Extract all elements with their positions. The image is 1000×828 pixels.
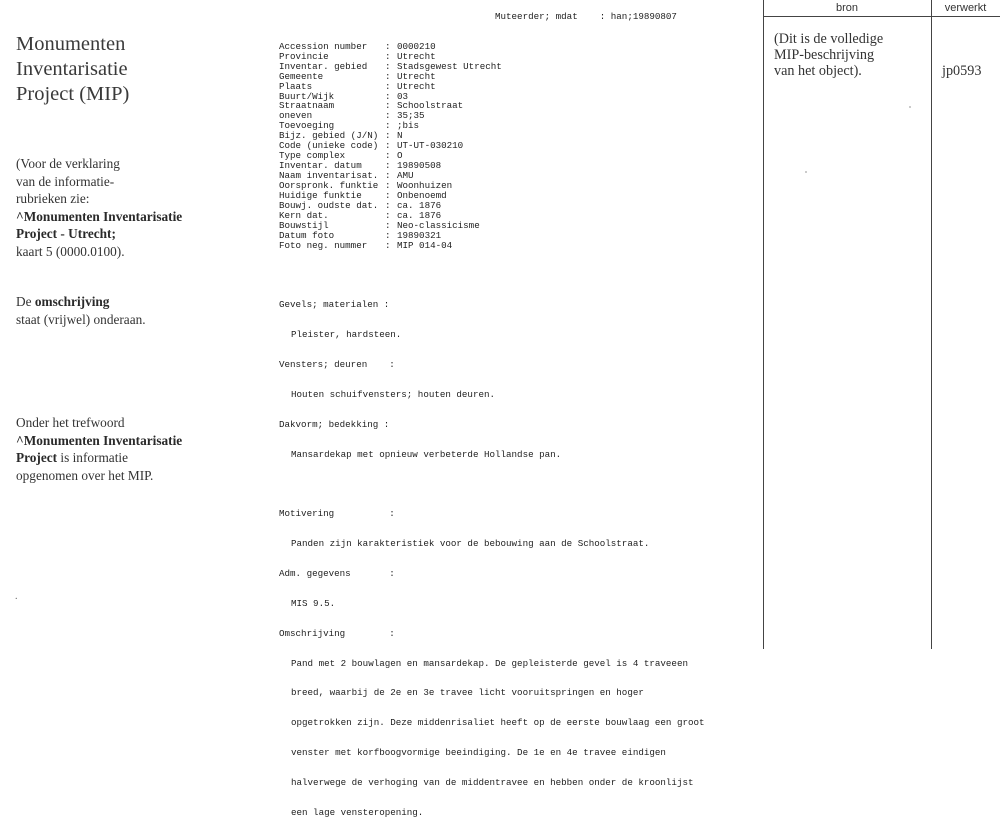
record-field-row <box>279 42 757 52</box>
field-label: Bouwstijl <box>279 220 329 231</box>
field-label: Toevoeging <box>279 121 335 132</box>
reference-link-part1[interactable]: ^Monumenten Inventarisatie <box>16 208 183 224</box>
omschrijving-line: opgetrokken zijn. Deze middenrisaliet heeft op de eerste bouwlaag een groot <box>291 717 705 729</box>
bron-line-3: van het object). <box>774 63 862 79</box>
note1-line2: van de informatie- <box>16 173 115 189</box>
field-separator: : <box>385 150 397 162</box>
record-field-row <box>279 181 757 191</box>
verwerkt-column-border <box>931 0 1000 649</box>
omschrijving-line: breed, waarbij de 2e en 3e travee licht vooruitspringen en hoger <box>291 687 644 699</box>
description-note <box>16 293 256 328</box>
record-field-row <box>279 72 757 82</box>
scan-speck <box>805 171 807 173</box>
omschrijving-line: een lage vensteropening. <box>291 806 424 818</box>
field-separator: : <box>385 160 397 172</box>
note2-line2: staat (vrijwel) onderaan. <box>16 311 146 327</box>
field-separator: : <box>385 170 397 182</box>
explanation-note <box>16 155 256 260</box>
field-label: Plaats <box>279 81 313 92</box>
field-value: Schoolstraat <box>397 100 464 112</box>
keyword-link-part1[interactable]: ^Monumenten Inventarisatie <box>16 432 183 448</box>
note1-line3: rubrieken zie: <box>16 191 90 206</box>
gevels-value: Pleister, hardsteen. <box>291 329 402 341</box>
record-field-row <box>279 231 757 241</box>
bron-header: bron <box>835 2 859 14</box>
field-value: N <box>397 130 403 142</box>
gevels-label: Gevels; materialen : <box>279 299 390 311</box>
field-label: Foto neg. nummer <box>279 240 368 251</box>
field-separator: : <box>385 179 397 191</box>
field-value: Woonhuizen <box>397 179 453 191</box>
mip-record <box>279 12 757 828</box>
mutator-info: Muteerder; mdat : han;19890807 <box>495 11 677 22</box>
record-field-row <box>279 211 757 221</box>
field-value: UT-UT-030210 <box>397 140 464 152</box>
field-value: 03 <box>397 90 409 102</box>
record-field-row <box>279 201 757 211</box>
motivering-label: Motivering : <box>279 508 395 520</box>
record-field-row <box>279 241 757 251</box>
field-separator: : <box>385 90 397 102</box>
record-fields <box>279 42 757 251</box>
field-separator: : <box>385 140 397 152</box>
field-label: Accession number <box>279 41 368 52</box>
bron-line-1: (Dit is de volledige <box>774 31 884 47</box>
field-value: 19890321 <box>397 229 442 241</box>
note3-line1: Onder het trefwoord <box>16 415 125 430</box>
field-separator: : <box>385 50 397 62</box>
field-value: 0000210 <box>397 40 436 52</box>
bron-cell <box>774 31 924 79</box>
field-label: Inventar. datum <box>279 161 362 172</box>
field-label: Inventar. gebied <box>279 61 368 72</box>
record-field-row <box>279 92 757 102</box>
field-separator: : <box>385 219 397 231</box>
stray-mark: . <box>15 591 18 602</box>
adm-value: MIS 9.5. <box>291 597 336 609</box>
field-separator: : <box>385 100 397 112</box>
omschrijving-line: Pand met 2 bouwlagen en mansardekap. De gepleisterde gevel is 4 traveeen <box>291 657 688 669</box>
note1-line4: kaart 5 (0000.0100). <box>16 243 125 259</box>
field-label: Kern dat. <box>279 210 329 221</box>
field-value: Neo-classicisme <box>397 219 480 231</box>
note1-line1: (Voor de verklaring <box>16 156 120 171</box>
field-separator: : <box>385 40 397 52</box>
field-separator: : <box>385 60 397 72</box>
title-line-2: Inventarisatie <box>16 58 128 80</box>
field-label: Type complex <box>279 151 346 162</box>
title-line-3: Project (MIP) <box>16 83 130 105</box>
field-label: Code (unieke code) <box>279 141 379 152</box>
field-label: Oorspronk. funktie <box>279 180 379 191</box>
adm-label: Adm. gegevens : <box>279 568 395 580</box>
field-value: ca. 1876 <box>397 199 442 211</box>
note2-pre: De <box>16 294 35 309</box>
field-separator: : <box>385 199 397 211</box>
vensters-label: Vensters; deuren : <box>279 359 395 371</box>
omschrijving-line: halverwege de verhoging van de middentravee en hebben onder de kroonlijst <box>291 777 694 789</box>
verwerkt-header: verwerkt <box>944 2 987 14</box>
dakvorm-label: Dakvorm; bedekking : <box>279 418 390 430</box>
field-value: O <box>397 150 403 162</box>
field-value: Utrecht <box>397 70 436 82</box>
field-label: oneven <box>279 111 313 122</box>
field-separator: : <box>385 110 397 122</box>
field-value: 19890508 <box>397 160 442 172</box>
record-field-row <box>279 141 757 151</box>
field-separator: : <box>385 70 397 82</box>
field-value: Utrecht <box>397 50 436 62</box>
field-value: Onbenoemd <box>397 189 447 201</box>
field-label: Provincie <box>279 51 329 62</box>
reference-link-part2[interactable]: Project - Utrecht; <box>16 226 116 241</box>
field-label: Buurt/Wijk <box>279 91 335 102</box>
field-value: Stadsgewest Utrecht <box>397 60 502 72</box>
record-field-row <box>279 52 757 62</box>
record-field-row <box>279 111 757 121</box>
field-separator: : <box>385 239 397 251</box>
note2-bold: omschrijving <box>34 294 110 309</box>
verwerkt-cell: jp0593 <box>942 63 982 79</box>
field-label: Bouwj. oudste dat. <box>279 200 379 211</box>
field-separator: : <box>385 80 397 92</box>
bron-column-border <box>763 0 932 649</box>
omschrijving-line: venster met korfboogvormige beeindiging. De 1e en 4e travee eindigen <box>291 747 666 759</box>
field-separator: : <box>385 120 397 132</box>
record-field-row <box>279 151 757 161</box>
field-value: ;bis <box>397 120 420 132</box>
page-title <box>16 32 256 107</box>
record-field-row <box>279 191 757 201</box>
keyword-note <box>16 414 256 484</box>
field-label: Straatnaam <box>279 101 335 112</box>
field-label: Huidige funktie <box>279 190 362 201</box>
field-value: MIP 014-04 <box>397 239 453 251</box>
field-label: Bijz. gebied (J/N) <box>279 131 379 142</box>
vensters-value: Houten schuifvensters; houten deuren. <box>291 388 495 400</box>
header-divider <box>763 16 1000 17</box>
field-separator: : <box>385 229 397 241</box>
title-line-1: Monumenten <box>16 33 126 55</box>
note3-line3: opgenomen over het MIP. <box>16 467 154 483</box>
field-separator: : <box>385 189 397 201</box>
record-field-row <box>279 121 757 131</box>
record-field-row <box>279 221 757 231</box>
field-separator: : <box>385 209 397 221</box>
field-separator: : <box>385 130 397 142</box>
field-value: Utrecht <box>397 80 436 92</box>
record-field-row <box>279 131 757 141</box>
field-value: AMU <box>397 170 414 182</box>
field-value: ca. 1876 <box>397 209 442 221</box>
record-field-row <box>279 62 757 72</box>
motivering-value: Panden zijn karakteristiek voor de bebouwing aan de Schoolstraat. <box>291 538 650 550</box>
field-label: Gemeente <box>279 71 324 82</box>
field-label: Naam inventarisat. <box>279 171 379 181</box>
record-field-row <box>279 171 757 181</box>
dakvorm-value: Mansardekap met opnieuw verbeterde Hollandse pan. <box>291 448 562 460</box>
omschrijving-label: Omschrijving : <box>279 627 395 639</box>
note3-rest: is informatie <box>57 450 128 465</box>
scan-speck <box>909 106 911 108</box>
field-value: 35;35 <box>397 110 425 122</box>
field-label: Datum foto <box>279 230 335 241</box>
record-field-row <box>279 82 757 92</box>
keyword-link-part2[interactable]: Project <box>16 450 58 465</box>
record-field-row <box>279 101 757 111</box>
bron-line-2: MIP-beschrijving <box>774 47 875 63</box>
record-field-row <box>279 161 757 171</box>
